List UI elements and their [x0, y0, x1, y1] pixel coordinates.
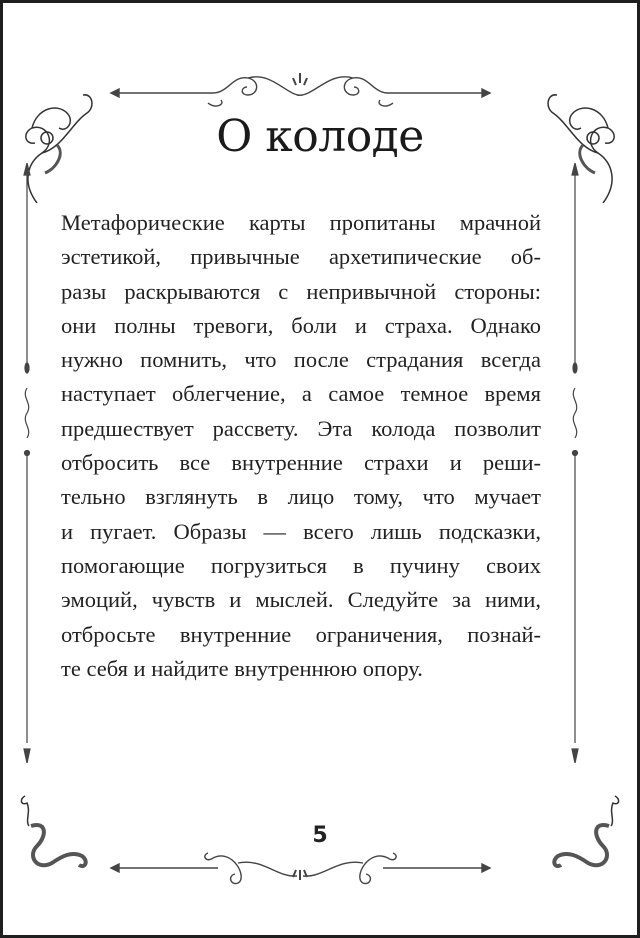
paragraph-line: предшествует рассвету. Эта колода позволит: [61, 415, 541, 441]
paragraph-line: разы раскрываются с непривычной стороны:: [61, 278, 541, 304]
paragraph-line: те себя и найдите внутреннюю опору.: [61, 655, 423, 681]
paragraph-line: Метафорические карты пропитаны мрачной: [61, 210, 541, 235]
bottom-flourish-icon: [3, 848, 637, 898]
paragraph-line: отбросить все внутренние страхи и реши-: [61, 450, 541, 476]
body-paragraph: [61, 206, 541, 686]
paragraph-line: они полны тревоги, боли и страха. Однако: [61, 312, 541, 338]
paragraph-line: эстетикой, привычные архетипические об-: [61, 244, 541, 270]
paragraph-line: наступает облегчение, а самое темное время: [61, 381, 541, 407]
paragraph-line: и пугает. Образы — всего лишь подсказки,: [61, 518, 541, 544]
book-page: [3, 3, 637, 935]
page-number: 5: [312, 823, 328, 848]
page-title: О колоде: [216, 111, 424, 162]
paragraph-line: эмоций, чувств и мыслей. Следуйте за ними,: [61, 587, 541, 613]
paragraph-line: тельно взглянуть в лицо тому, что мучает: [61, 484, 541, 510]
paragraph-line: помогающие погрузиться в пучину своих: [61, 552, 541, 578]
paragraph-line: нужно помнить, что после страдания всегда: [61, 347, 541, 373]
paragraph-line: отбросьте внутренние ограничения, познай-: [61, 621, 541, 647]
right-border-icon: [565, 163, 585, 763]
left-border-icon: [17, 163, 37, 763]
